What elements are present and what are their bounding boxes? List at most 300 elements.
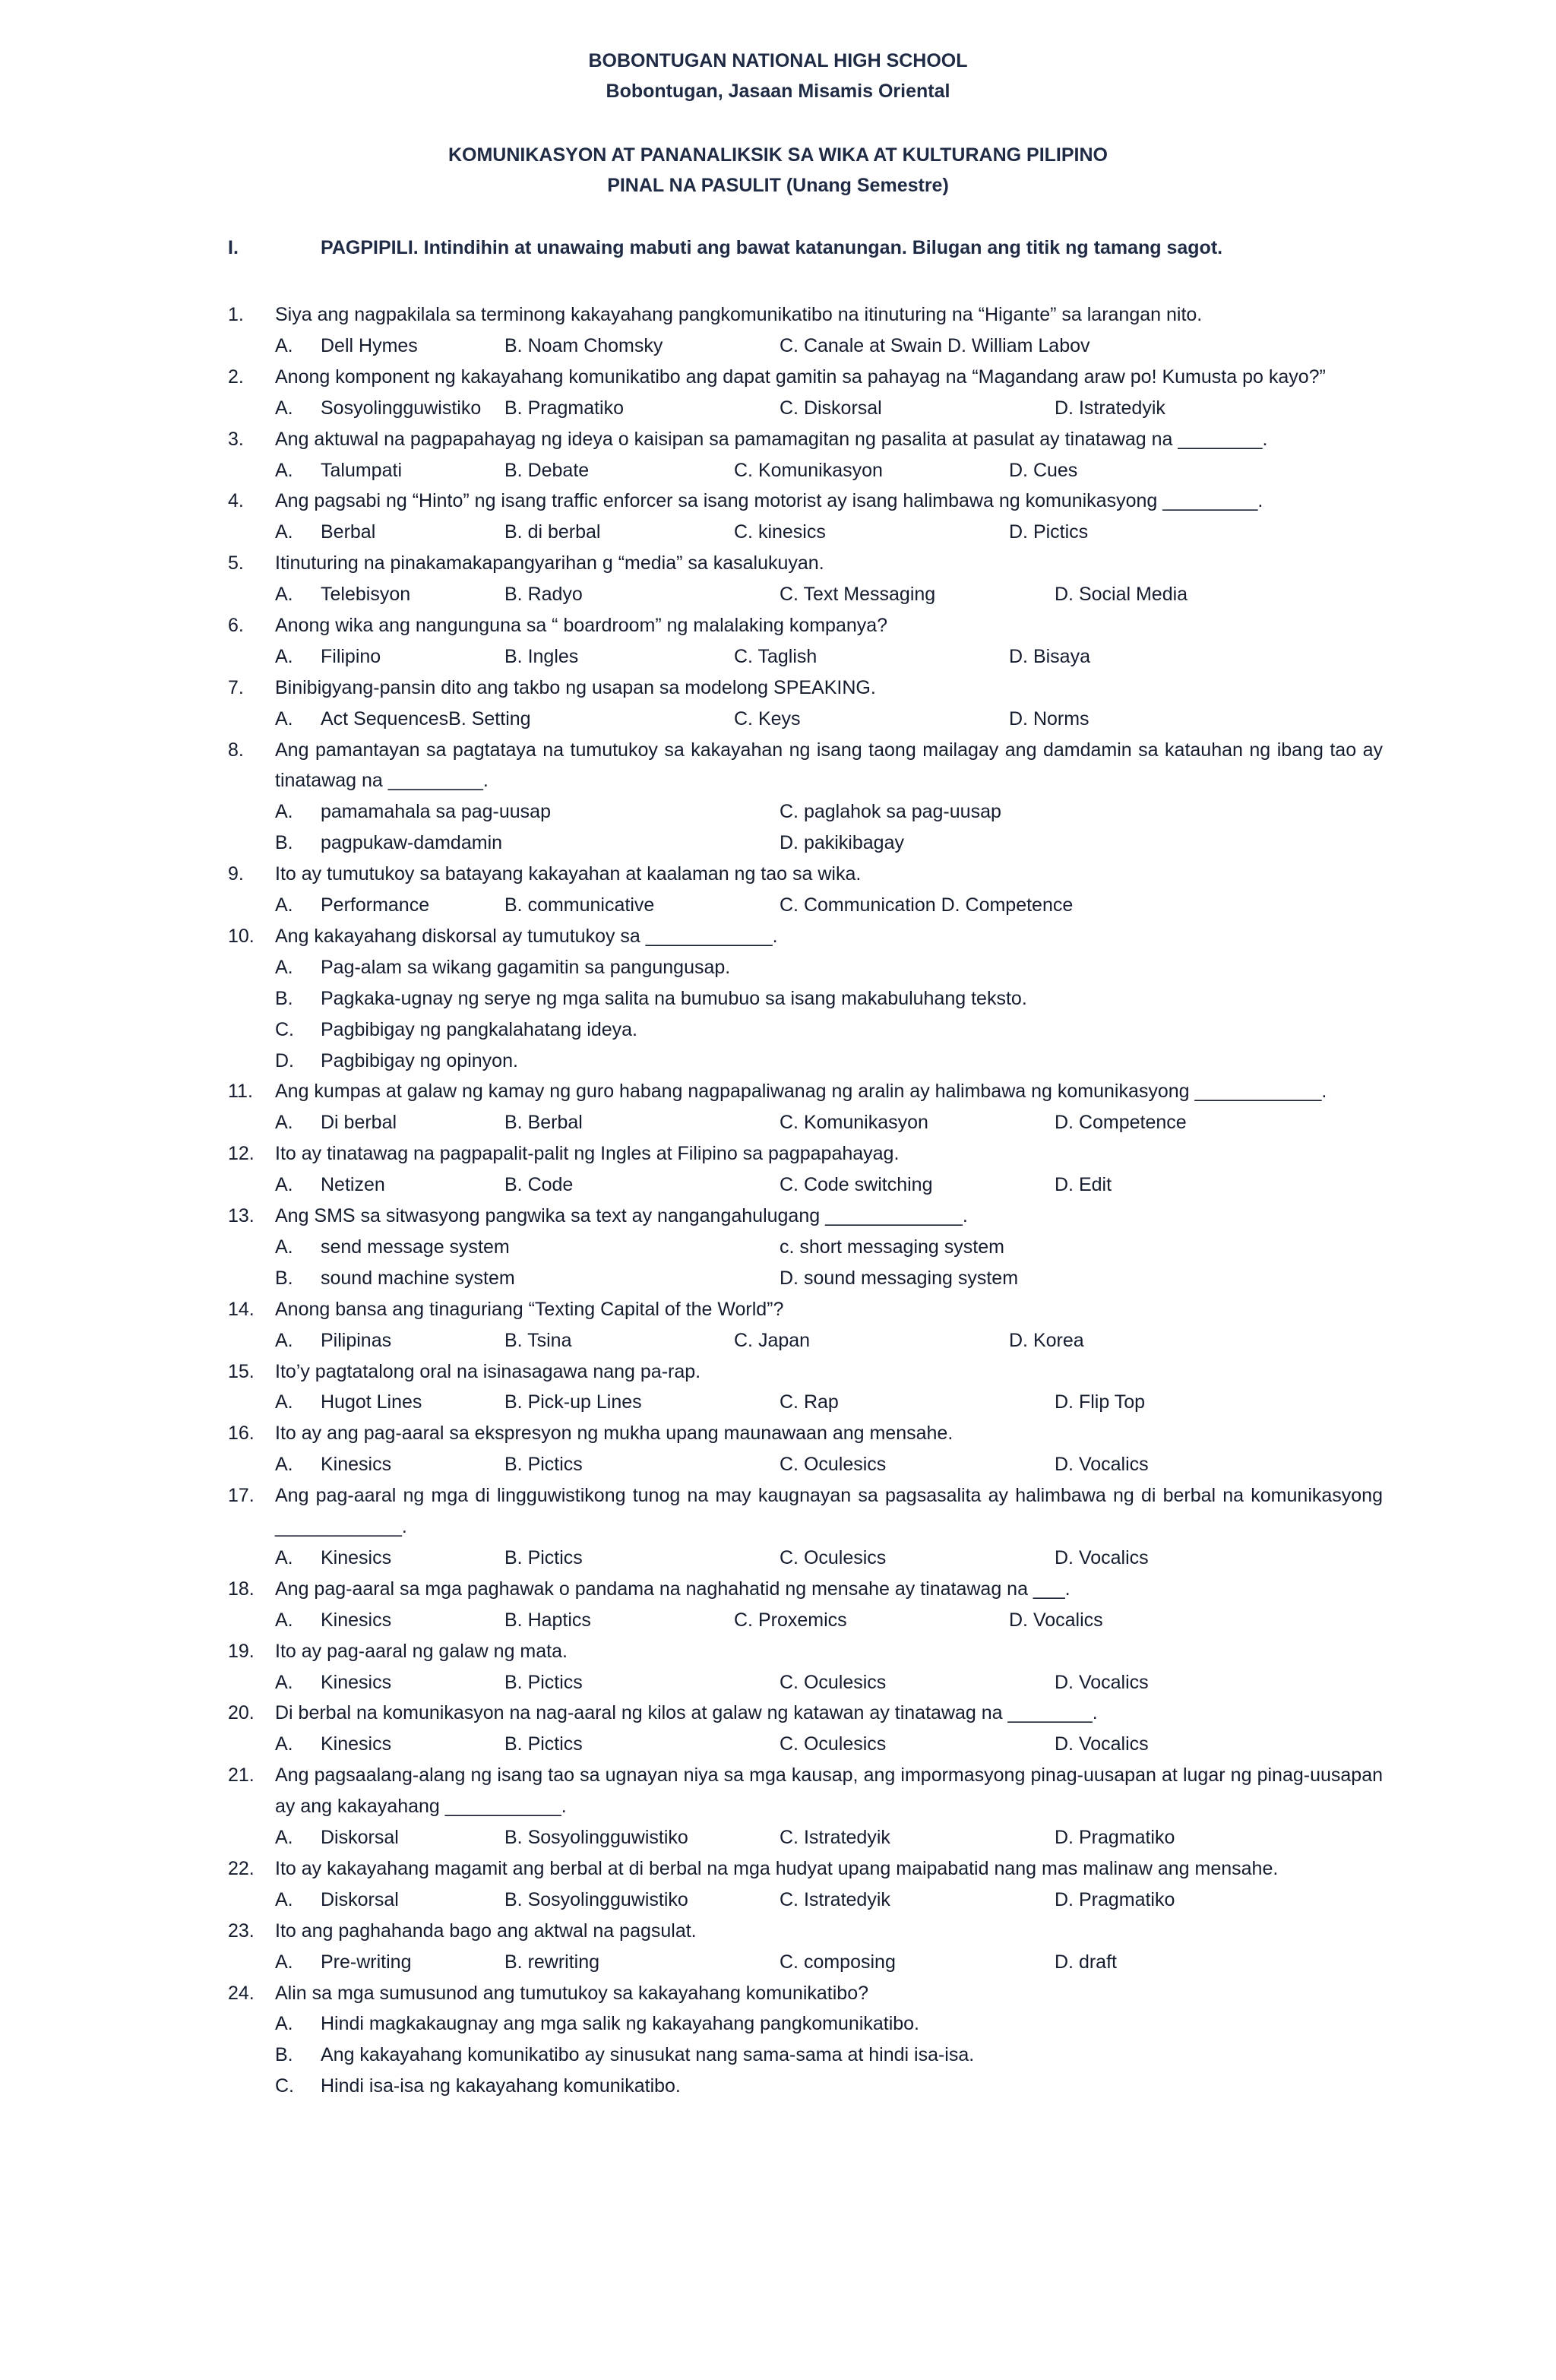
option-text: Di berbal (321, 1112, 397, 1134)
question-text: Ang kakayahang diskorsal ay tumutukoy sa ____________. (275, 925, 778, 947)
answer-option[interactable] (275, 1014, 637, 1046)
option-text: D. Social Media (1055, 584, 1188, 606)
question-item (228, 735, 1383, 859)
options-row (228, 1729, 1383, 1760)
option-letter: C. (275, 1018, 294, 1040)
option-letter: A. (275, 1174, 293, 1196)
options-row (228, 331, 1383, 362)
answer-option[interactable] (1009, 704, 1090, 735)
option-text: B. Ingles (504, 645, 579, 667)
option-letter: D. (275, 1049, 294, 1071)
option-text: D. Flip Top (1055, 1391, 1146, 1413)
question-item (228, 1760, 1383, 1853)
option-text: C. Diskorsal (780, 397, 882, 419)
answer-option[interactable] (275, 1325, 391, 1356)
answer-option[interactable] (780, 393, 882, 424)
question-list (228, 299, 1383, 2102)
answer-option[interactable] (275, 796, 551, 828)
answer-option[interactable] (734, 1325, 810, 1356)
exam-title: PINAL NA PASULIT (Unang Semestre) (607, 175, 949, 196)
option-text: c. short messaging system (780, 1236, 1004, 1258)
option-text: C. Communication D. Competence (780, 894, 1074, 916)
options-row (228, 1822, 1383, 1853)
answer-option[interactable] (1055, 1449, 1149, 1480)
question-number: 18. (228, 1578, 255, 1600)
answer-option[interactable] (1009, 641, 1090, 673)
answer-option[interactable] (504, 1729, 583, 1760)
answer-option[interactable] (504, 393, 624, 424)
option-letter: A. (275, 956, 293, 978)
option-text: Pagbibigay ng pangkalahatang ideya. (321, 1018, 638, 1040)
answer-option[interactable] (1055, 1947, 1117, 1978)
option-text: C. Istratedyik (780, 1888, 890, 1910)
option-letter: B. (275, 832, 293, 854)
option-letter: C. (275, 2075, 294, 2097)
option-text: B. Sosyolingguwistiko (504, 1888, 688, 1910)
option-text: C. Oculesics (780, 1733, 887, 1755)
question-item (228, 1201, 1383, 1294)
option-letter: A. (275, 645, 293, 667)
answer-option[interactable] (504, 1947, 599, 1978)
options-row (228, 1263, 1383, 1294)
answer-option[interactable] (504, 1387, 642, 1418)
option-letter: A. (275, 1827, 293, 1849)
option-text: B. Pictics (504, 1733, 583, 1755)
option-text: B. Code (504, 1174, 574, 1196)
option-text: Pagbibigay ng opinyon. (321, 1049, 518, 1071)
question-text: Ito ay tumutukoy sa batayang kakayahan at kaalaman ng tao sa wika. (275, 863, 862, 885)
answer-option[interactable] (1009, 517, 1088, 548)
question-text: Anong bansa ang tinaguriang “Texting Capital of the World”? (275, 1298, 784, 1320)
option-text: C. Istratedyik (780, 1827, 890, 1849)
option-letter: A. (275, 1888, 293, 1910)
answer-option[interactable] (780, 796, 1001, 828)
question-row (228, 1201, 1383, 1232)
question-row (228, 1294, 1383, 1325)
question-number: 19. (228, 1640, 255, 1662)
option-letter: A. (275, 1733, 293, 1755)
answer-option[interactable] (1055, 1169, 1112, 1201)
question-text: Binibigyang-pansin dito ang takbo ng usapan sa modelong SPEAKING. (275, 676, 876, 698)
answer-option[interactable] (1055, 1543, 1149, 1574)
question-item (228, 1294, 1383, 1356)
answer-option[interactable] (1055, 393, 1165, 424)
answer-option[interactable] (780, 331, 1090, 362)
answer-option[interactable] (504, 1325, 571, 1356)
answer-option[interactable] (275, 1107, 397, 1138)
option-text: B. rewriting (504, 1951, 600, 1973)
section-instructions: PAGPIPILI. Intindihin at unawaing mabuti ang bawat katanungan. Bilugan ang titik ng tamang sagot. (321, 237, 1223, 258)
option-text: Kinesics (321, 1609, 392, 1631)
question-row (228, 362, 1383, 393)
option-text: Sosyolingguwistiko (321, 397, 482, 419)
answer-option[interactable] (275, 983, 1027, 1014)
option-letter: A. (275, 1609, 293, 1631)
answer-option[interactable] (275, 393, 481, 424)
question-item (228, 1853, 1383, 1916)
option-letter: A. (275, 1454, 293, 1476)
answer-option[interactable] (275, 1885, 399, 1916)
question-text: Ang pagsabi ng “Hinto” ng isang traffic enforcer sa isang motorist ay isang halimbawa ng komunikasyong _________. (275, 490, 1263, 512)
question-text: Ang pag-aaral sa mga paghawak o pandama na naghahatid ng mensahe ay tinatawag na ___. (275, 1578, 1071, 1600)
option-letter: A. (275, 1391, 293, 1413)
option-text: C. Canale at Swain D. William Labov (780, 334, 1090, 356)
question-row (228, 1356, 1383, 1388)
question-item (228, 1480, 1383, 1574)
option-text: C. Text Messaging (780, 584, 936, 606)
option-text: B. Pragmatiko (504, 397, 625, 419)
options-row (228, 828, 1383, 859)
question-row (228, 673, 1383, 704)
options-row (228, 1169, 1383, 1201)
answer-option[interactable] (1009, 1605, 1103, 1636)
option-letter: A. (275, 334, 293, 356)
option-letter: B. (275, 1267, 293, 1289)
option-text: Dell Hymes (321, 334, 418, 356)
question-number: 8. (228, 739, 244, 761)
answer-option[interactable] (734, 517, 826, 548)
option-text: Pre-writing (321, 1951, 412, 1973)
question-number: 17. (228, 1485, 255, 1507)
option-text: D. Cues (1009, 459, 1078, 481)
answer-option[interactable] (504, 1605, 591, 1636)
question-item (228, 1076, 1383, 1138)
option-text: D. Edit (1055, 1174, 1112, 1196)
answer-option[interactable] (734, 641, 817, 673)
answer-option[interactable] (780, 1169, 932, 1201)
answer-option[interactable] (275, 2008, 919, 2040)
option-text: D. Vocalics (1055, 1733, 1149, 1755)
question-row (228, 1076, 1383, 1107)
answer-option[interactable] (780, 1885, 890, 1916)
options-row (228, 2040, 1383, 2071)
answer-option[interactable] (1055, 1729, 1149, 1760)
answer-option[interactable] (275, 1449, 391, 1480)
answer-option[interactable] (275, 828, 502, 859)
answer-option[interactable] (275, 579, 410, 610)
option-text: B. Haptics (504, 1609, 591, 1631)
option-letter: A. (275, 584, 293, 606)
answer-option[interactable] (275, 1046, 518, 1077)
question-text: Ang pamantayan sa pagtataya na tumutukoy sa kakayahan ng isang taong mailagay ang damdamin sa katauhan ng ibang tao ay tinatawag na _________. (275, 739, 1383, 792)
question-row (228, 1480, 1383, 1543)
option-text: C. Oculesics (780, 1454, 887, 1476)
answer-option[interactable] (1055, 1885, 1175, 1916)
answer-option[interactable] (780, 1729, 886, 1760)
answer-option[interactable] (275, 517, 375, 548)
option-letter: A. (275, 397, 293, 419)
option-text: Diskorsal (321, 1827, 399, 1849)
answer-option[interactable] (504, 890, 654, 921)
question-row (228, 921, 1383, 952)
question-row (228, 1760, 1383, 1822)
question-row (228, 1138, 1383, 1169)
option-letter: A. (275, 459, 293, 481)
option-text: D. Vocalics (1009, 1609, 1103, 1631)
options-row (228, 2071, 1383, 2102)
options-row (228, 1387, 1383, 1418)
question-row (228, 859, 1383, 890)
answer-option[interactable] (780, 890, 1073, 921)
options-row (228, 1947, 1383, 1978)
question-text: Ang aktuwal na pagpapahayag ng ideya o kaisipan sa pamamagitan ng pasalita at pasulat ay tinatawag na ________. (275, 428, 1268, 450)
question-number: 21. (228, 1764, 255, 1787)
answer-option[interactable] (275, 1263, 515, 1294)
question-item (228, 1916, 1383, 1978)
question-row (228, 424, 1383, 455)
option-text: D. sound messaging system (780, 1267, 1019, 1289)
question-item (228, 1698, 1383, 1760)
question-text: Itinuturing na pinakamakapangyarihan g “media” sa kasalukuyan. (275, 552, 824, 574)
answer-option[interactable] (1055, 1107, 1187, 1138)
answer-option[interactable] (275, 1605, 391, 1636)
question-number: 2. (228, 366, 244, 388)
answer-option[interactable] (734, 1605, 847, 1636)
option-text: D. Vocalics (1055, 1671, 1149, 1693)
option-letter: A. (275, 1671, 293, 1693)
question-row (228, 610, 1383, 641)
answer-option[interactable] (1055, 1667, 1149, 1698)
question-number: 12. (228, 1143, 255, 1165)
section-number: I. (228, 237, 239, 258)
question-item (228, 1574, 1383, 1636)
question-item (228, 859, 1383, 921)
option-letter: A. (275, 2013, 293, 2035)
answer-option[interactable] (1009, 455, 1077, 486)
answer-option[interactable] (504, 331, 663, 362)
option-text: C. kinesics (734, 521, 826, 543)
option-text: Filipino (321, 645, 381, 667)
option-letter: B. (275, 987, 293, 1009)
question-text: Ito ay pag-aaral ng galaw ng mata. (275, 1640, 568, 1662)
option-letter: A. (275, 801, 293, 823)
question-number: 6. (228, 614, 244, 636)
answer-option[interactable] (780, 1232, 1004, 1263)
question-item (228, 486, 1383, 548)
option-text: D. Pictics (1009, 521, 1089, 543)
school-address: Bobontugan, Jasaan Misamis Oriental (606, 81, 950, 102)
option-text: D. Vocalics (1055, 1454, 1149, 1476)
question-number: 20. (228, 1702, 255, 1724)
answer-option[interactable] (275, 641, 381, 673)
answer-option[interactable] (780, 1947, 896, 1978)
answer-option[interactable] (780, 1543, 886, 1574)
question-text: Ang pagsaalang-alang ng isang tao sa ugnayan niya sa mga kausap, ang impormasyong pinag-uusapan at lugar ng pinag-uusapan ay ang kakayahang ___________. (275, 1764, 1383, 1818)
answer-option[interactable] (275, 1667, 391, 1698)
question-text: Ito’y pagtatalong oral na isinasagawa nang pa-rap. (275, 1360, 701, 1382)
question-row (228, 735, 1383, 797)
options-row (228, 455, 1383, 486)
options-row (228, 1107, 1383, 1138)
answer-option[interactable] (780, 1263, 1018, 1294)
question-item (228, 548, 1383, 610)
option-text: Diskorsal (321, 1888, 399, 1910)
option-text: B. Pictics (504, 1454, 583, 1476)
question-row (228, 548, 1383, 579)
options-row (228, 1046, 1383, 1077)
option-text: B. Radyo (504, 584, 583, 606)
answer-option[interactable] (504, 1822, 688, 1853)
answer-option[interactable] (504, 1449, 583, 1480)
option-text: C. Oculesics (780, 1546, 887, 1568)
options-row (228, 704, 1383, 735)
question-row (228, 1978, 1383, 2009)
option-text: C. Oculesics (780, 1671, 887, 1693)
option-text: B. Tsina (504, 1329, 572, 1351)
question-number: 1. (228, 304, 244, 325)
answer-option[interactable] (504, 1107, 583, 1138)
option-text: Hugot Lines (321, 1391, 422, 1413)
answer-option[interactable] (275, 1729, 391, 1760)
question-item (228, 1978, 1383, 2103)
answer-option[interactable] (780, 1449, 886, 1480)
option-text: D. draft (1055, 1951, 1117, 1973)
options-row (228, 1605, 1383, 1636)
answer-option[interactable] (504, 1667, 583, 1698)
option-text: Berbal (321, 521, 376, 543)
answer-option[interactable] (275, 1232, 510, 1263)
question-row (228, 1418, 1383, 1449)
option-text: B. di berbal (504, 521, 601, 543)
option-text: D. Korea (1009, 1329, 1084, 1351)
option-text: C. Proxemics (734, 1609, 847, 1631)
option-text: Telebisyon (321, 584, 411, 606)
question-number: 16. (228, 1423, 255, 1445)
option-text: B. Pick-up Lines (504, 1391, 642, 1413)
option-letter: A. (275, 1112, 293, 1134)
answer-option[interactable] (734, 704, 801, 735)
option-text: Kinesics (321, 1671, 392, 1693)
answer-option[interactable] (275, 952, 730, 983)
option-text: B. communicative (504, 894, 655, 916)
option-text: B. Debate (504, 459, 590, 481)
option-letter: A. (275, 1236, 293, 1258)
options-row (228, 1014, 1383, 1046)
option-text: C. Code switching (780, 1174, 933, 1196)
options-row (228, 1543, 1383, 1574)
option-text: send message system (321, 1236, 510, 1258)
option-text: B. Berbal (504, 1112, 583, 1134)
option-text: C. Keys (734, 707, 801, 730)
option-text: C. Rap (780, 1391, 839, 1413)
answer-option[interactable] (780, 579, 935, 610)
answer-option[interactable] (504, 579, 583, 610)
options-row (228, 641, 1383, 673)
options-row (228, 1325, 1383, 1356)
answer-option[interactable] (275, 1947, 411, 1978)
question-item (228, 299, 1383, 362)
options-row (228, 1232, 1383, 1263)
answer-option[interactable] (275, 455, 402, 486)
option-letter: A. (275, 1329, 293, 1351)
option-letter: A. (275, 1951, 293, 1973)
option-text: pamamahala sa pag-uusap (321, 801, 551, 823)
answer-option[interactable] (275, 1169, 385, 1201)
question-text: Ito ang paghahanda bago ang aktwal na pagsulat. (275, 1920, 697, 1942)
answer-option[interactable] (275, 331, 418, 362)
question-item (228, 673, 1383, 735)
option-text: Netizen (321, 1174, 385, 1196)
question-number: 24. (228, 1982, 255, 2004)
question-number: 4. (228, 490, 244, 512)
question-text: Alin sa mga sumusunod ang tumutukoy sa kakayahang komunikatibo? (275, 1982, 869, 2004)
answer-option[interactable] (504, 1169, 573, 1201)
option-text: D. Istratedyik (1055, 397, 1165, 419)
question-row (228, 1853, 1383, 1885)
option-text: B. Noam Chomsky (504, 334, 663, 356)
question-number: 11. (228, 1081, 253, 1103)
answer-option[interactable] (780, 828, 904, 859)
answer-option[interactable] (1055, 1387, 1145, 1418)
options-row (228, 796, 1383, 828)
answer-option[interactable] (734, 455, 883, 486)
question-number: 22. (228, 1857, 255, 1879)
question-row (228, 1698, 1383, 1729)
school-name: BOBONTUGAN NATIONAL HIGH SCHOOL (588, 50, 968, 71)
question-item (228, 1138, 1383, 1201)
question-row (228, 1636, 1383, 1667)
option-text: Talumpati (321, 459, 402, 481)
question-text: Di berbal na komunikasyon na nag-aaral ng kilos at galaw ng katawan ay tinatawag na ________. (275, 1702, 1098, 1724)
question-text: Ito ay ang pag-aaral sa ekspresyon ng mukha upang maunawaan ang mensahe. (275, 1423, 954, 1445)
question-number: 13. (228, 1205, 255, 1227)
answer-option[interactable] (275, 890, 429, 921)
answer-option[interactable] (504, 455, 589, 486)
answer-option[interactable] (504, 1885, 688, 1916)
answer-option[interactable] (780, 1822, 890, 1853)
answer-option[interactable] (780, 1387, 839, 1418)
option-text: D. Vocalics (1055, 1546, 1149, 1568)
question-row (228, 299, 1383, 331)
question-item (228, 610, 1383, 673)
options-row (228, 2008, 1383, 2040)
options-row (228, 517, 1383, 548)
question-text: Siya ang nagpakilala sa terminong kakayahang pangkomunikatibo na itinuturing na “Higante” sa larangan nito. (275, 304, 1203, 325)
answer-option[interactable] (275, 2071, 681, 2102)
option-text: C. Komunikasyon (780, 1112, 928, 1134)
question-item (228, 1356, 1383, 1419)
answer-option[interactable] (275, 1543, 391, 1574)
question-number: 15. (228, 1360, 255, 1382)
answer-option[interactable] (275, 2040, 974, 2071)
answer-option[interactable] (1009, 1325, 1084, 1356)
question-text: Ang SMS sa sitwasyong pangwika sa text ay nangangahulugang _____________. (275, 1205, 968, 1227)
options-row (228, 1885, 1383, 1916)
answer-option[interactable] (1055, 579, 1188, 610)
answer-option[interactable] (504, 1543, 583, 1574)
option-text: Act SequencesB. Setting (321, 707, 531, 730)
answer-option[interactable] (275, 704, 531, 735)
answer-option[interactable] (780, 1667, 886, 1698)
options-row (228, 983, 1383, 1014)
option-text: C. Komunikasyon (734, 459, 883, 481)
option-text: sound machine system (321, 1267, 515, 1289)
answer-option[interactable] (1055, 1822, 1175, 1853)
answer-option[interactable] (780, 1107, 928, 1138)
question-text: Ang pag-aaral ng mga di lingguwistikong tunog na may kaugnayan sa pagsasalita ay halimbawa ng di berbal na komunikasyong ____________. (275, 1485, 1383, 1538)
option-letter: A. (275, 521, 293, 543)
option-text: D. Competence (1055, 1112, 1187, 1134)
option-text: Pag-alam sa wikang gagamitin sa pangungusap. (321, 956, 731, 978)
answer-option[interactable] (275, 1822, 399, 1853)
question-text: Anong komponent ng kakayahang komunikatibo ang dapat gamitin sa pahayag na “Magandang araw po! Kumusta po kayo?” (275, 366, 1326, 388)
answer-option[interactable] (504, 641, 578, 673)
question-item (228, 1418, 1383, 1480)
answer-option[interactable] (504, 517, 600, 548)
answer-option[interactable] (275, 1387, 422, 1418)
question-number: 7. (228, 676, 244, 698)
options-row (228, 890, 1383, 921)
